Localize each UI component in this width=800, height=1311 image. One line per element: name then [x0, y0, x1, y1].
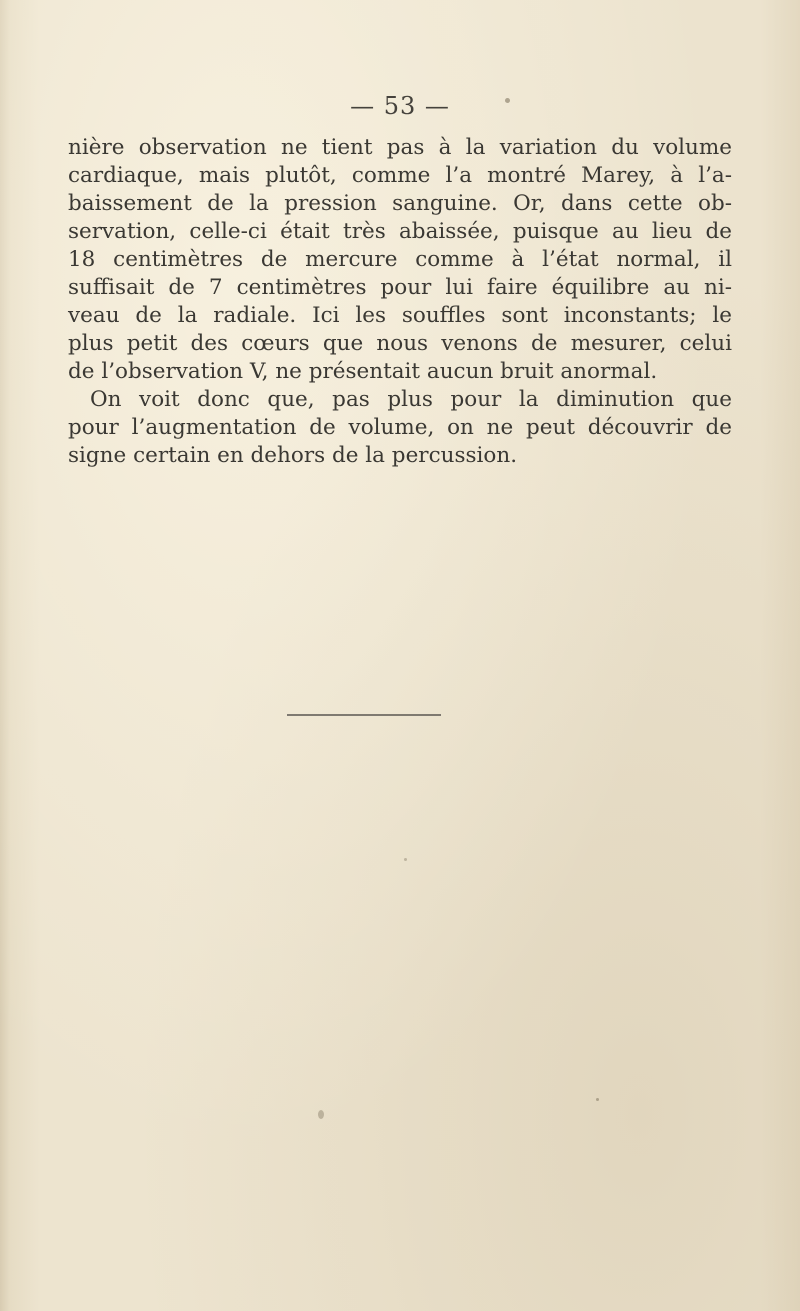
text-line: pour l’augmentation de volume, on ne peut découvrir de	[68, 415, 732, 440]
body-text	[68, 134, 732, 470]
page-number: — 53 —	[350, 92, 450, 120]
paper-speck	[318, 1110, 324, 1119]
paper-speck	[404, 858, 407, 861]
text-line: suffisait de 7 centimètres pour lui faire équilibre au ni-	[68, 275, 732, 300]
paper-speck	[505, 98, 510, 103]
text-line: On voit donc que, pas plus pour la diminution que	[90, 387, 732, 412]
section-rule	[287, 714, 441, 716]
paper-speck	[596, 1098, 599, 1101]
text-line: veau de la radiale. Ici les souffles sont inconstants; le	[68, 303, 732, 328]
text-line: de l’observation V, ne présentait aucun bruit anormal.	[68, 359, 658, 384]
text-line: cardiaque, mais plutôt, comme l’a montré Marey, à l’a-	[68, 163, 732, 188]
text-line: nière observation ne tient pas à la variation du volume	[68, 135, 732, 160]
text-line: 18 centimètres de mercure comme à l’état normal, il	[68, 247, 732, 272]
text-line: plus petit des cœurs que nous venons de mesurer, celui	[68, 331, 732, 356]
text-line: servation, celle-ci était très abaissée, puisque au lieu de	[68, 219, 732, 244]
text-line: baissement de la pression sanguine. Or, dans cette ob-	[68, 191, 732, 216]
text-line: signe certain en dehors de la percussion.	[68, 443, 518, 468]
